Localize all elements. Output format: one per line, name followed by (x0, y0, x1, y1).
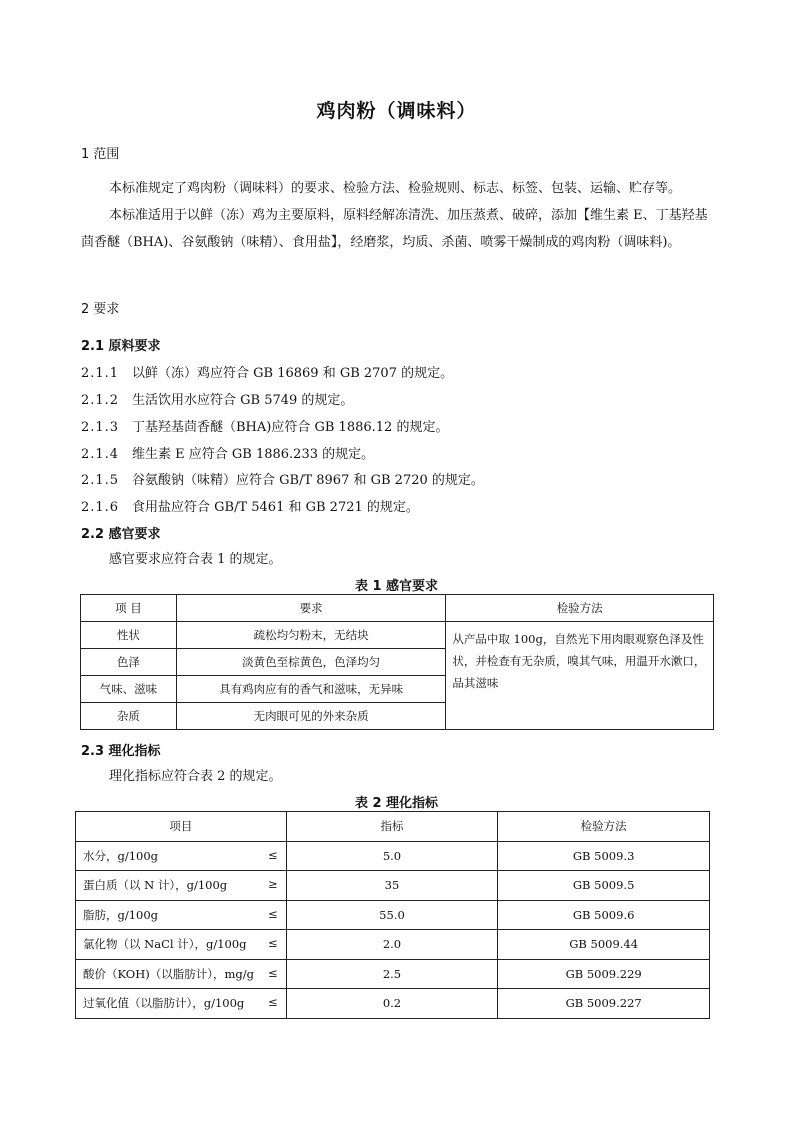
clause-number: 2.1.5 (81, 473, 120, 488)
table-row (76, 900, 710, 930)
requirement-cell: 无肉眼可见的外来杂质 (176, 703, 446, 730)
document-title: 鸡肉粉（调味料） (316, 100, 477, 122)
comparison-symbol: ≤ (268, 906, 278, 921)
item-label: 蛋白质（以 N 计），g/100g (83, 878, 228, 893)
clause-text: 以鲜（冻）鸡应符合 GB 16869 和 GB 2707 的规定。 (132, 366, 454, 381)
clause-text: 生活饮用水应符合 GB 5749 的规定。 (132, 393, 354, 408)
clause-text: 食用盐应符合 GB/T 5461 和 GB 2721 的规定。 (132, 500, 419, 515)
table-row (76, 930, 710, 960)
requirement-cell: 疏松均匀粉末，无结块 (176, 622, 446, 649)
item-cell: 气味、滋味 (81, 676, 177, 703)
comparison-symbol: ≤ (268, 965, 278, 980)
table-header-row (76, 812, 710, 842)
clause-text: 谷氨酸钠（味精）应符合 GB/T 8967 和 GB 2720 的规定。 (132, 473, 484, 488)
header-cell: 检验方法 (498, 812, 710, 842)
value-cell: 55.0 (286, 900, 498, 930)
comparison-symbol: ≤ (268, 995, 278, 1010)
value-cell: 35 (286, 871, 498, 901)
header-cell: 项目 (76, 812, 287, 842)
table-row (81, 622, 714, 649)
clause-number: 2.1.2 (81, 393, 120, 408)
scope-paragraph-1: 本标准规定了鸡肉粉（调味料）的要求、检验方法、检验规则、标志、标签、包装、运输、贮存等。 (109, 181, 682, 196)
clause-2-1-6 (81, 496, 419, 515)
method-cell: GB 5009.5 (498, 871, 710, 901)
table-2-caption: 表 2 理化指标 (354, 796, 439, 811)
item-label: 酸价（KOH)（以脂肪计），mg/g (83, 966, 254, 981)
section-2-3-heading: 2.3 理化指标 (81, 744, 161, 759)
section-2-heading: 2 要求 (81, 302, 120, 317)
physchem-intro: 理化指标应符合表 2 的规定。 (109, 769, 282, 784)
clause-2-1-3 (81, 416, 448, 435)
header-cell: 项 目 (81, 595, 177, 622)
requirement-cell: 具有鸡肉应有的香气和滋味，无异味 (176, 676, 446, 703)
clause-text: 维生素 E 应符合 GB 1886.233 的规定。 (132, 447, 375, 462)
comparison-symbol: ≤ (268, 936, 278, 951)
item-cell (76, 930, 287, 960)
section-2-1-heading: 2.1 原料要求 (81, 339, 161, 354)
item-cell (76, 900, 287, 930)
clause-number: 2.1.3 (81, 420, 120, 435)
table-1-caption: 表 1 感官要求 (354, 579, 439, 594)
clause-number: 2.1.6 (81, 500, 120, 515)
clause-2-1-1 (81, 362, 453, 381)
method-cell: GB 5009.229 (498, 959, 710, 989)
method-cell: GB 5009.44 (498, 930, 710, 960)
clause-2-1-2 (81, 389, 353, 408)
item-cell (76, 841, 287, 871)
method-cell: GB 5009.3 (498, 841, 710, 871)
item-cell (76, 989, 287, 1019)
clause-text: 丁基羟基茴香醚（BHA)应符合 GB 1886.12 的规定。 (132, 420, 449, 435)
item-cell: 性状 (81, 622, 177, 649)
sensory-intro: 感官要求应符合表 1 的规定。 (109, 552, 282, 567)
value-cell: 5.0 (286, 841, 498, 871)
scope-paragraph-2: 本标准适用于以鲜（冻）鸡为主要原料，原料经解冻清洗、加压蒸煮、破碎，添加【维生素 E、丁基羟基茴香醚（BHA)、谷氨酸钠（味精）、食用盐】，经磨浆，均质、杀菌、喷雾干燥制成的鸡肉粉（调味料)。 (81, 208, 708, 250)
item-label: 脂肪，g/100g (83, 907, 159, 922)
requirement-cell: 淡黄色至棕黄色，色泽均匀 (176, 649, 446, 676)
item-cell: 杂质 (81, 703, 177, 730)
value-cell: 2.0 (286, 930, 498, 960)
method-cell: GB 5009.6 (498, 900, 710, 930)
clause-number: 2.1.4 (81, 447, 120, 462)
comparison-symbol: ≤ (268, 847, 278, 862)
sensory-requirements-table (80, 594, 714, 730)
physicochemical-table (75, 811, 710, 1019)
header-cell: 指标 (286, 812, 498, 842)
item-label: 过氧化值（以脂肪计），g/100g (83, 996, 245, 1011)
section-1-heading: 1 范围 (81, 147, 120, 162)
item-label: 水分，g/100g (83, 848, 159, 863)
header-cell: 要求 (176, 595, 446, 622)
clause-number: 2.1.1 (81, 366, 120, 381)
value-cell: 0.2 (286, 989, 498, 1019)
method-cell: 从产品中取 100g，自然光下用肉眼观察色泽及性状，并检查有无杂质，嗅其气味，用温开水漱口，品其滋味 (446, 622, 714, 730)
table-row (76, 959, 710, 989)
clause-2-1-5 (81, 469, 484, 488)
item-label: 氯化物（以 NaCl 计），g/100g (83, 937, 247, 952)
item-cell (76, 959, 287, 989)
table-row (76, 871, 710, 901)
value-cell: 2.5 (286, 959, 498, 989)
item-cell (76, 871, 287, 901)
method-cell: GB 5009.227 (498, 989, 710, 1019)
table-header-row (81, 595, 714, 622)
table-row (76, 841, 710, 871)
item-cell: 色泽 (81, 649, 177, 676)
section-2-2-heading: 2.2 感官要求 (81, 527, 161, 542)
header-cell: 检验方法 (446, 595, 714, 622)
clause-2-1-4 (81, 443, 374, 462)
table-row (76, 989, 710, 1019)
comparison-symbol: ≥ (268, 877, 278, 892)
